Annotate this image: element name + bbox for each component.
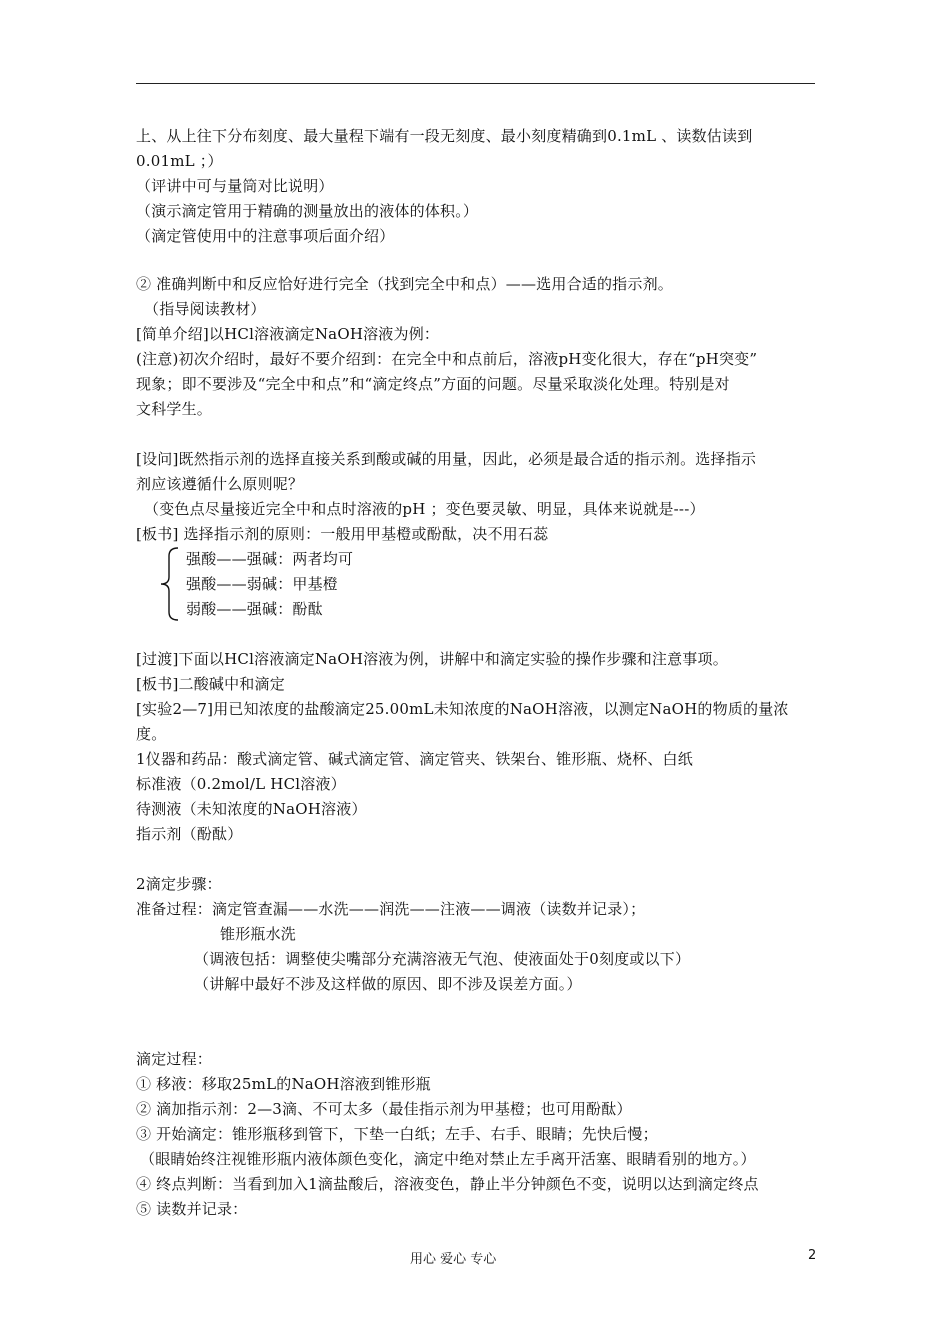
text-line: ③ 开始滴定：锥形瓶移到管下，下垫一白纸；左手、右手、眼睛；先快后慢； <box>136 1125 658 1143</box>
list-item: 弱酸——强碱：酚酞 <box>186 600 323 618</box>
text-line: 度。 <box>136 725 167 743</box>
text-line: ② 准确判断中和反应恰好进行完全（找到完全中和点）——选用合适的指示剂。 <box>136 275 673 293</box>
footer-slogan: 用心 爱心 专心 <box>410 1252 497 1267</box>
text-line: 文科学生。 <box>136 400 213 418</box>
text-line: [板书] 选择指示剂的原则：一般用甲基橙或酚酞，决不用石蕊 <box>136 525 549 543</box>
text-line: ④ 终点判断：当看到加入1滴盐酸后，溶液变色，静止半分钟颜色不变，说明以达到滴定终点 <box>136 1175 759 1193</box>
text-line: 滴定过程： <box>136 1050 213 1068</box>
text-line: ② 滴加指示剂：2—3滴、不可太多（最佳指示剂为甲基橙；也可用酚酞） <box>136 1100 632 1118</box>
text-line: （指导阅读教材） <box>144 300 266 318</box>
page-number: 2 <box>808 1248 817 1263</box>
header-rule <box>136 83 815 84</box>
text-line: [设问]既然指示剂的选择直接关系到酸或碱的用量，因此，必须是最合适的指示剂。选择指示 <box>136 450 757 468</box>
text-line: 标准液（0.2mol/L HCl溶液） <box>136 775 346 793</box>
text-line: ① 移液：移取25mL的NaOH溶液到锥形瓶 <box>136 1075 431 1093</box>
text-line: 待测液（未知浓度的NaOH溶液） <box>136 800 367 818</box>
text-line: 剂应该遵循什么原则呢？ <box>136 475 304 493</box>
text-line: 准备过程：滴定管查漏——水洗——润洗——注液——调液（读数并记录）； <box>136 900 646 918</box>
text-line: （演示滴定管用于精确的测量放出的液体的体积。） <box>136 202 479 220</box>
text-line: [简单介绍]以HCl溶液滴定NaOH溶液为例： <box>136 325 440 343</box>
text-line: 现象；即不要涉及“完全中和点”和“滴定终点”方面的问题。尽量采取淡化处理。特别是对 <box>136 375 730 393</box>
list-item: 强酸——强碱：两者均可 <box>186 550 354 568</box>
text-line: (注意)初次介绍时，最好不要介绍到：在完全中和点前后，溶液pH变化很大，存在“pH突变” <box>136 350 758 368</box>
text-line: [过渡]下面以HCl溶液滴定NaOH溶液为例，讲解中和滴定实验的操作步骤和注意事项。 <box>136 650 728 668</box>
list-item: 强酸——弱碱：甲基橙 <box>186 575 339 593</box>
text-line: （眼睛始终注视锥形瓶内液体颜色变化，滴定中绝对禁止左手离开活塞、眼睛看别的地方。） <box>140 1150 756 1168</box>
text-line: （讲解中最好不涉及这样做的原因、即不涉及误差方面。） <box>194 975 582 993</box>
text-line: （评讲中可与量筒对比说明） <box>136 177 334 195</box>
text-line: 0.01mL ；） <box>136 152 223 170</box>
text-line: ⑤ 读数并记录： <box>136 1200 248 1218</box>
text-line: 指示剂（酚酞） <box>136 825 243 843</box>
text-line: [实验2—7]用已知浓度的盐酸滴定25.00mL未知浓度的NaOH溶液，以测定NaOH的物质的量浓 <box>136 700 789 718</box>
text-line: （滴定管使用中的注意事项后面介绍） <box>136 227 395 245</box>
text-line: （调液包括：调整使尖嘴部分充满溶液无气泡、使液面处于0刻度或以下） <box>194 950 691 968</box>
text-line: [板书]二酸碱中和滴定 <box>136 675 285 693</box>
curly-brace-icon <box>158 546 182 622</box>
text-line: 2滴定步骤： <box>136 875 222 893</box>
text-line: （变色点尽量接近完全中和点时溶液的pH ；变色要灵敏、明显，具体来说就是---） <box>144 500 705 518</box>
text-line: 锥形瓶水洗 <box>220 925 297 943</box>
text-line: 1仪器和药品：酸式滴定管、碱式滴定管、滴定管夹、铁架台、锥形瓶、烧杯、白纸 <box>136 750 693 768</box>
text-line: 上、从上往下分布刻度、最大量程下端有一段无刻度、最小刻度精确到0.1mL 、读数估读到 <box>136 127 753 145</box>
